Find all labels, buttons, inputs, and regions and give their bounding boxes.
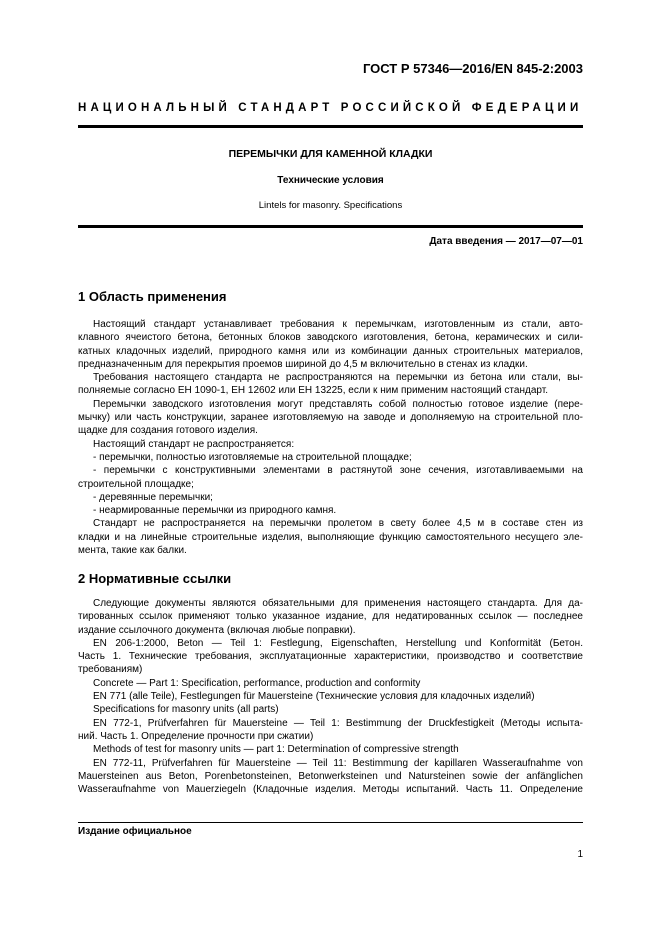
- text-line: Mauersteinen aus Beton, Porenbetonsteinen, Betonwerksteinen und Natursteinen sowie der anfänglichen: [78, 770, 583, 782]
- text-line: щадке для создания готового изделия.: [78, 425, 258, 437]
- text-line: издание ссылочного документа (включая любые поправки).: [78, 624, 356, 636]
- text-line: EN 771 (alle Teile), Festlegungen für Mauersteine (Технические условия для кладочных изделий): [93, 691, 535, 703]
- section-2-body: [78, 597, 583, 796]
- section-2-heading: 2 Нормативные ссылки: [78, 571, 232, 586]
- list-item: - деревянные перемычки;: [93, 491, 213, 503]
- text-line: Specifications for masonry units (all parts): [93, 704, 279, 716]
- text-line: Настоящий стандарт устанавливает требования к перемычкам, изготовленным из стали, авто-: [93, 319, 583, 330]
- text-line: Часть 1. Технические требования, эксплуатационные характеристики, производство и соответствие: [78, 651, 583, 663]
- text-line: требованиям): [78, 664, 143, 676]
- section-1-heading: 1 Область применения: [78, 289, 227, 304]
- text-line: Wasseraufnahme von Mauerziegeln (Кладочные изделия. Методы испытаний. Часть 11. Определение: [78, 784, 583, 796]
- text-line: EN 772-1, Prüfverfahren für Mauersteine — Teil 1: Bestimmung der Druckfestigkeit (Методы испыта-: [93, 717, 583, 729]
- text-line: предназначенным для перекрытия проемов шириной до 4,5 м включительно в стенах из кладки.: [78, 358, 528, 370]
- text-line: Перемычки заводского изготовления могут представлять собой полностью готовое изделие (пере-: [93, 398, 583, 410]
- text-line: EN 206-1:2000, Beton — Teil 1: Festlegung, Eigenschaften, Herstellung und Konformität (Бетон.: [93, 637, 583, 649]
- document-code: ГОСТ Р 57346—2016/EN 845-2:2003: [362, 61, 583, 76]
- national-standard-banner: НАЦИОНАЛЬНЫЙ СТАНДАРТ РОССИЙСКОЙ ФЕДЕРАЦИИ: [78, 102, 583, 114]
- english-title: Lintels for masonry. Specifications: [258, 200, 403, 211]
- title-bottom-rule: [78, 225, 583, 228]
- text-line: Настоящий стандарт не распространяется:: [93, 438, 295, 450]
- text-line: катных кладочных изделий, природного камня или из комбинации данных строительных материалов,: [78, 345, 583, 357]
- document-subtitle: Технические условия: [277, 175, 384, 186]
- official-edition-label: Издание официальное: [78, 826, 192, 837]
- text-line: клавного ячеистого бетона, бетонных блоков заводского изготовления, бетона, керамических и сили-: [78, 332, 583, 344]
- text-line: строительной площадке;: [78, 478, 194, 490]
- list-item: - перемычки, полностью изготовляемые на строительной площадке;: [93, 451, 412, 463]
- text-line: полняемые согласно ЕН 1090-1, ЕН 12602 или ЕН 13225, если к ним применим настоящий стандарт.: [78, 385, 548, 397]
- text-line: кладки и на линейные строительные изделия, выполняющие функцию самостоятельного несущего эле-: [78, 531, 583, 543]
- document-title: ПЕРЕМЫЧКИ ДЛЯ КАМЕННОЙ КЛАДКИ: [228, 148, 433, 160]
- text-line: Methods of test for masonry units — part 1: Determination of compressive strength: [93, 744, 459, 756]
- introduction-date: Дата введения — 2017—07—01: [429, 236, 583, 247]
- footer-rule: [78, 822, 583, 823]
- section-1-body: [78, 318, 583, 557]
- page-number: 1: [577, 849, 583, 860]
- text-line: Требования настоящего стандарта не распространяются на перемычки из бетона или стали, вы-: [93, 372, 583, 384]
- text-line: ний. Часть 1. Определение прочности при сжатии): [78, 730, 314, 742]
- text-line: тированных ссылок применяют только указанное издание, для недатированных ссылок — последнее: [78, 611, 583, 623]
- text-line: Стандарт не распространяется на перемычки пролетом в свету более 4,5 м в составе стен из: [93, 518, 583, 530]
- list-item: - перемычки с конструктивными элементами в растянутой зоне сечения, изготавливаемыми на: [93, 465, 583, 477]
- text-line: мычку) или часть конструкции, заранее изготовляемую на заводе и дополняемую на строительной пло-: [78, 412, 583, 424]
- list-item: - неармированные перемычки из природного камня.: [93, 505, 337, 517]
- top-rule: [78, 125, 583, 128]
- text-line: Следующие документы являются обязательными для применения настоящего стандарта. Для да-: [93, 598, 583, 609]
- text-line: Concrete — Part 1: Specification, performance, production and conformity: [93, 677, 421, 689]
- text-line: мента, такие как балки.: [78, 545, 187, 557]
- text-line: EN 772-11, Prüfverfahren für Mauersteine — Teil 11: Bestimmung der kapillaren Wasseraufnahme von: [93, 757, 583, 769]
